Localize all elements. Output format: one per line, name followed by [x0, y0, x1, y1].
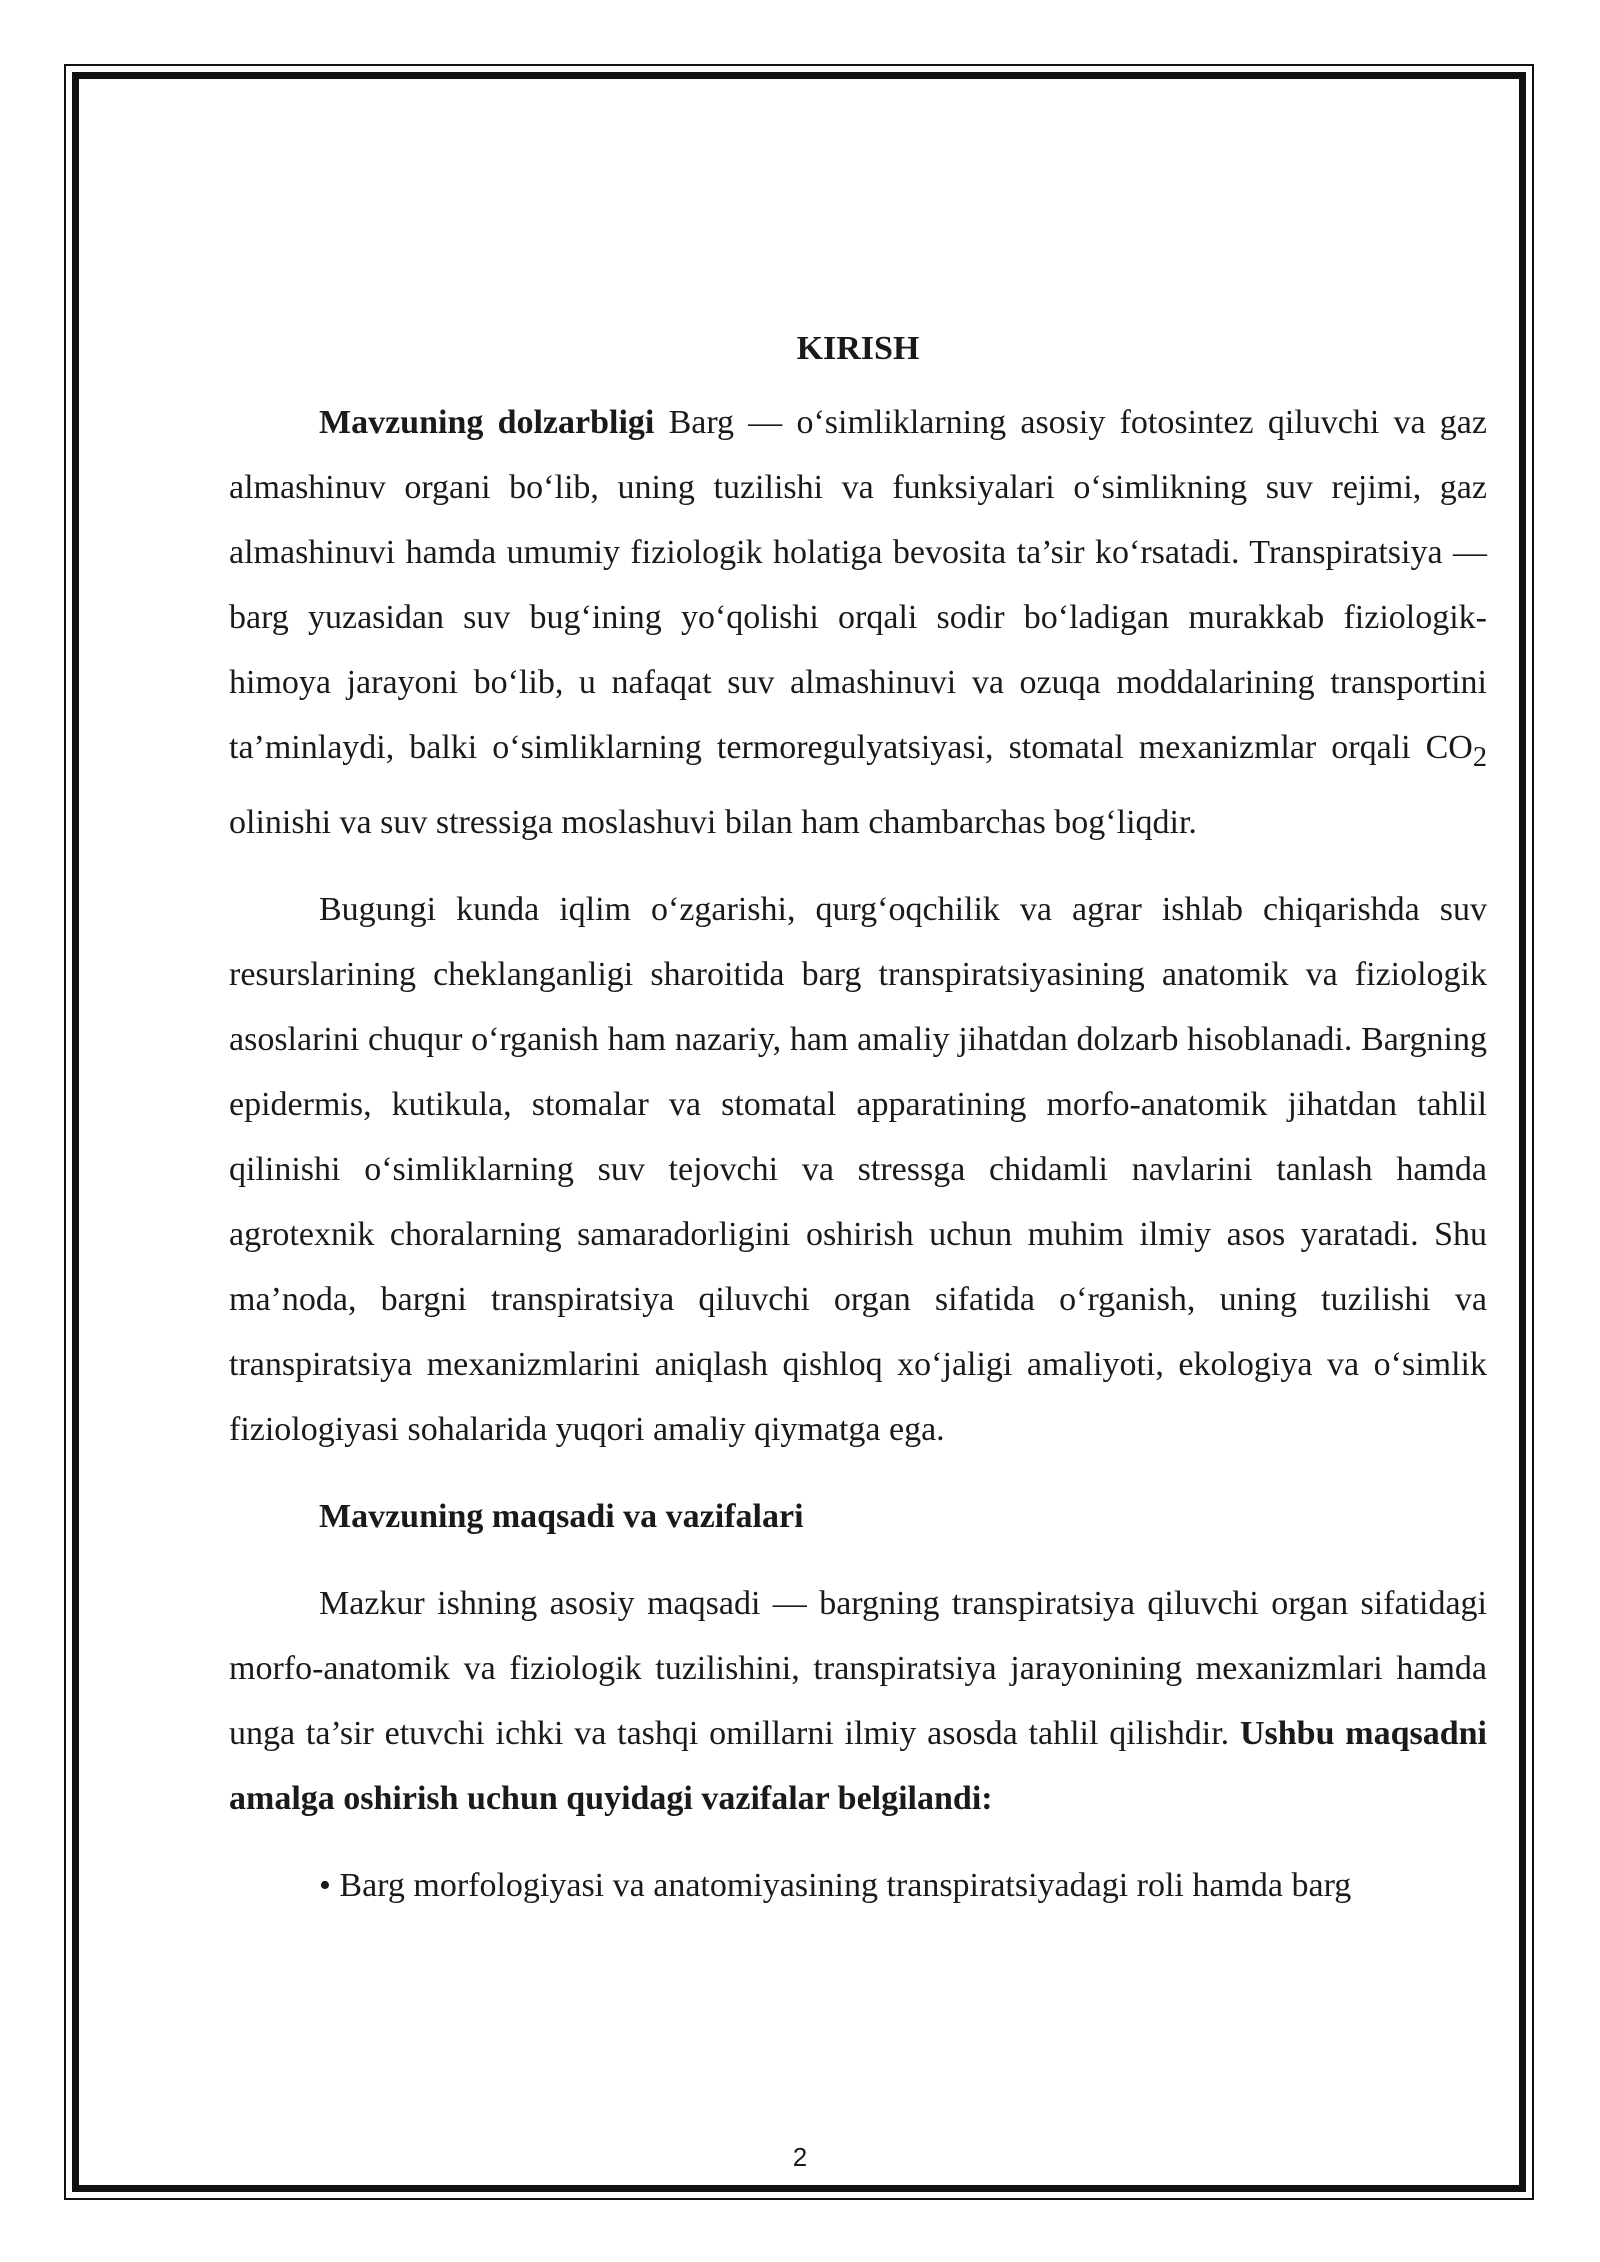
paragraph-goal-bold: Ushbu maqsadni amalga oshirish uchun quyidagi vazifalar belgilandi:: [229, 1714, 1487, 1817]
paragraph-context: Bugungi kunda iqlim o‘zgarishi, qurg‘oqchilik va agrar ishlab chiqarishda suv resurslarining cheklanganligi sharoitida barg transpiratsiyasining anatomik va fiziologik asoslarini chuqur o‘rganish ham nazariy, ham amaliy jihatdan dolzarb hisoblanadi. Bargning epidermis, kutikula, stomalar va stomatal apparatining morfo-anatomik jihatdan tahlil qilinishi o‘simliklarning suv tejovchi va stressga chidamli navlarini tanlash hamda agrotexnik choralarning samaradorligini oshirish uchun muhim ilmiy asos yaratadi. Shu ma’noda, bargni transpiratsiya qiluvchi organ sifatida o‘rganish, uning tuzilishi va transpiratsiya mexanizmlarini aniqlash qishloq xo‘jaligi amaliyoti, ekologiya va o‘simlik fiziologiyasi sohalarida yuqori amaliy qiymatga ega.: [229, 890, 1487, 1448]
paragraph-relevance: [229, 390, 1487, 855]
paragraph-text-continued: olinishi va suv stressiga moslashuvi bilan ham chambarchas bog‘liqdir.: [229, 803, 1197, 841]
paragraph-goal: [229, 1571, 1487, 1831]
subscript: 2: [1472, 741, 1487, 773]
section-heading: KIRISH: [796, 330, 920, 367]
bullet-item: • Barg morfologiyasi va anatomiyasining transpiratsiyadagi roli hamda barg: [319, 1866, 1352, 1904]
paragraph-text: Barg — o‘simliklarning asosiy fotosintez qiluvchi va gaz almashinuv organi bo‘lib, uning tuzilishi va funksiyalari o‘simlikning suv rejimi, gaz almashinuvi hamda umumiy fiziologik holatiga bevosita ta’sir ko‘rsatadi. Transpiratsiya — barg yuzasidan suv bug‘ining yo‘qolishi orqali sodir bo‘ladigan murakkab fiziologik-himoya jarayoni bo‘lib, u nafaqat suv almashinuvi va ozuqa moddalarining transportini ta’minlaydi, balki o‘simliklarning termoregulyatsiyasi, stomatal mexanizmlar orqali CO: [229, 404, 1487, 766]
paragraph-goal-text: Mazkur ishning asosiy maqsadi — bargning transpiratsiya qiluvchi organ sifatidagi morfo-anatomik va fiziologik tuzilishini, transpiratsiya jarayonining mexanizmlari hamda unga ta’sir etuvchi ichki va tashqi omillarni ilmiy asosda tahlil qilishdir.: [229, 1584, 1487, 1752]
paragraph-lead: Mavzuning dolzarbligi: [319, 404, 655, 441]
document-body: [229, 326, 1487, 1918]
subheading-goals: Mavzuning maqsadi va vazifalari: [319, 1497, 804, 1535]
page-number: 2: [792, 2142, 808, 2172]
